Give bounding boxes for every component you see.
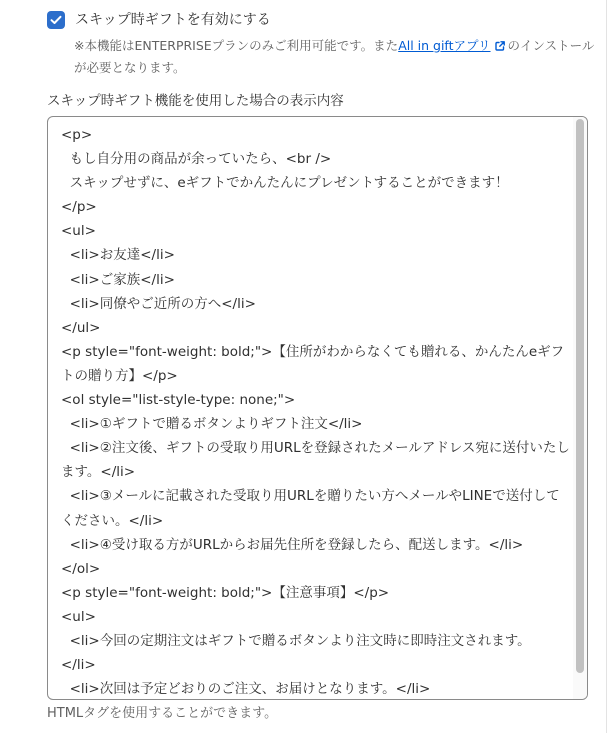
display-content-label: スキップ時ギフト機能を使用した場合の表示内容: [47, 93, 344, 109]
code-line: <li>今回の定期注文はギフトで贈るボタンより注文時に即時注文されます。: [61, 632, 531, 649]
enable-gift-checkbox[interactable]: [47, 11, 65, 29]
code-line: </li>: [61, 657, 96, 674]
code-line: <li>②注文後、ギフトの受取り用URLを登録されたメールアドレス宛に送付いたします。</li>: [61, 440, 570, 481]
code-line: <li>お友達</li>: [61, 247, 175, 264]
code-line: <ul>: [61, 608, 96, 625]
textarea-content[interactable]: [61, 123, 571, 700]
code-line: <li>①ギフトで贈るボタンよりギフト注文</li>: [61, 416, 363, 433]
help-text: [74, 36, 604, 78]
code-line: </ul>: [61, 319, 101, 336]
scrollbar-thumb[interactable]: [576, 119, 584, 673]
help-text-after: のインストールが必要となります。: [74, 38, 595, 75]
code-line: <li>④受け取る方がURLからお届先住所を登録したら、配送します。</li>: [61, 536, 524, 553]
code-line: <p style="font-weight: bold;">【注意事項】</p>: [61, 584, 390, 601]
gift-toggle-row[interactable]: [47, 10, 271, 30]
code-line: </ol>: [61, 560, 101, 577]
code-line: <li>ご家族</li>: [61, 271, 175, 288]
code-line: </p>: [61, 199, 97, 216]
html-content-textarea[interactable]: [47, 116, 588, 700]
code-line: もし自分用の商品が余っていたら、<br />: [61, 151, 332, 168]
code-line: <li>次回は予定どおりのご注文、お届けとなります。</li>: [61, 681, 431, 698]
external-link-icon[interactable]: [494, 38, 506, 58]
checkmark-icon: [50, 15, 62, 25]
code-line: スキップせずに、eギフトでかんたんにプレゼントすることができます！: [61, 175, 509, 192]
checkbox-label[interactable]: スキップ時ギフトを有効にする: [75, 12, 271, 28]
code-line: <ul>: [61, 223, 96, 240]
code-line: <p style="font-weight: bold;">【住所がわからなくても贈れる、かんたんeギフトの贈り方】</p>: [61, 343, 565, 384]
code-line: <li>同僚やご近所の方へ</li>: [61, 295, 256, 312]
help-text-before: ※本機能はENTERPRISEプランのみご利用可能です。また: [74, 38, 399, 53]
html-hint-text: HTMLタグを使用することができます。: [47, 706, 278, 721]
code-line: <ol style="list-style-type: none;">: [61, 392, 296, 409]
page-divider: [606, 0, 607, 733]
textarea-scrollbar[interactable]: [573, 117, 587, 699]
code-line: <p>: [61, 127, 93, 143]
all-in-gift-app-link[interactable]: All in giftアプリ: [398, 38, 491, 53]
code-line: <li>③メールに記載された受取り用URLを贈りたい方へメールやLINEで送付してください。</li>: [61, 488, 560, 529]
